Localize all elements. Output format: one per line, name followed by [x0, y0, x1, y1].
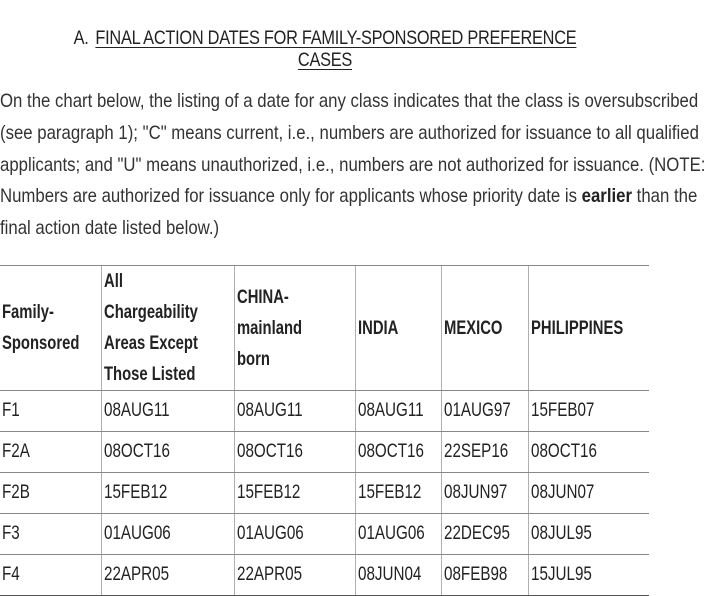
header-philippines [528, 266, 649, 391]
table-cell: 01AUG97 [442, 391, 528, 432]
intro-line: final action date listed below.) [0, 217, 220, 240]
table-cell: 08AUG11 [102, 391, 235, 432]
table-cell: 15FEB07 [528, 391, 649, 432]
intro-paragraph [0, 86, 705, 245]
section-letter: A. [73, 28, 89, 49]
table-cell-category: F2B [0, 473, 102, 514]
table-cell: 15FEB12 [355, 473, 441, 514]
table-cell: 15FEB12 [102, 473, 235, 514]
section-title: FINAL ACTION DATES FOR FAMILY-SPONSORED PREFERENCE CASES [95, 28, 577, 71]
table-row [0, 432, 649, 473]
intro-text: Numbers are authorized for issuance only for applicants whose priority date is [0, 185, 582, 208]
header-china [235, 266, 355, 391]
table-cell: 08JUL95 [528, 514, 649, 555]
table-cell: 01AUG06 [355, 514, 441, 555]
table-cell: 08FEB98 [442, 555, 528, 596]
table-cell: 22APR05 [102, 555, 235, 596]
intro-line: (see paragraph 1); "C" means current, i.e., numbers are authorized for issuance to all qualified [0, 121, 699, 144]
table-row [0, 391, 649, 432]
header-family-sponsored [0, 266, 102, 391]
table-header-row [0, 266, 649, 391]
intro-text: than the [632, 185, 698, 208]
header-text: PHILIPPINES [530, 317, 623, 339]
table-cell: 08AUG11 [355, 391, 441, 432]
header-text: born [237, 348, 271, 370]
table-row [0, 555, 649, 596]
header-text: MEXICO [444, 317, 503, 339]
header-text: Those Listed [104, 364, 196, 385]
section-heading [46, 28, 605, 72]
table-cell: 15FEB12 [235, 473, 355, 514]
table-cell-category: F3 [0, 514, 102, 555]
table-cell: 08OCT16 [355, 432, 441, 473]
header-text: Sponsored [2, 333, 80, 354]
table-cell: 08OCT16 [528, 432, 649, 473]
table-cell: 08AUG11 [235, 391, 355, 432]
table-cell-category: F4 [0, 555, 102, 596]
header-india [355, 266, 441, 391]
table-cell: 08JUN04 [355, 555, 441, 596]
intro-line: applicants; and "U" means unauthorized, i.e., numbers are not authorized for issuance. (NOTE: [0, 153, 705, 176]
table-cell: 08OCT16 [102, 432, 235, 473]
header-text: Areas Except [104, 333, 199, 354]
table-cell: 15JUL95 [528, 555, 649, 596]
header-mexico [442, 266, 528, 391]
intro-line: On the chart below, the listing of a date for any class indicates that the class is oversubscribed [0, 90, 699, 112]
header-all-chargeability [102, 266, 235, 391]
intro-line [0, 181, 698, 213]
header-text: CHINA-mainland [237, 286, 303, 339]
table-row [0, 473, 649, 514]
table-cell: 08JUN07 [528, 473, 649, 514]
table-cell-category: F1 [0, 391, 102, 432]
table-cell: 01AUG06 [235, 514, 355, 555]
table-cell: 22SEP16 [442, 432, 528, 473]
table-cell: 08OCT16 [235, 432, 355, 473]
table-cell: 08JUN97 [442, 473, 528, 514]
table-cell: 22DEC95 [442, 514, 528, 555]
header-text: All Chargeability [104, 271, 199, 323]
table-cell: 22APR05 [235, 555, 355, 596]
header-text: Family- [2, 302, 54, 323]
table-cell-category: F2A [0, 432, 102, 473]
header-text: INDIA [357, 317, 399, 339]
table-row [0, 514, 649, 555]
table-cell: 01AUG06 [102, 514, 235, 555]
final-action-dates-table [0, 265, 649, 596]
intro-emphasis: earlier [581, 185, 633, 208]
